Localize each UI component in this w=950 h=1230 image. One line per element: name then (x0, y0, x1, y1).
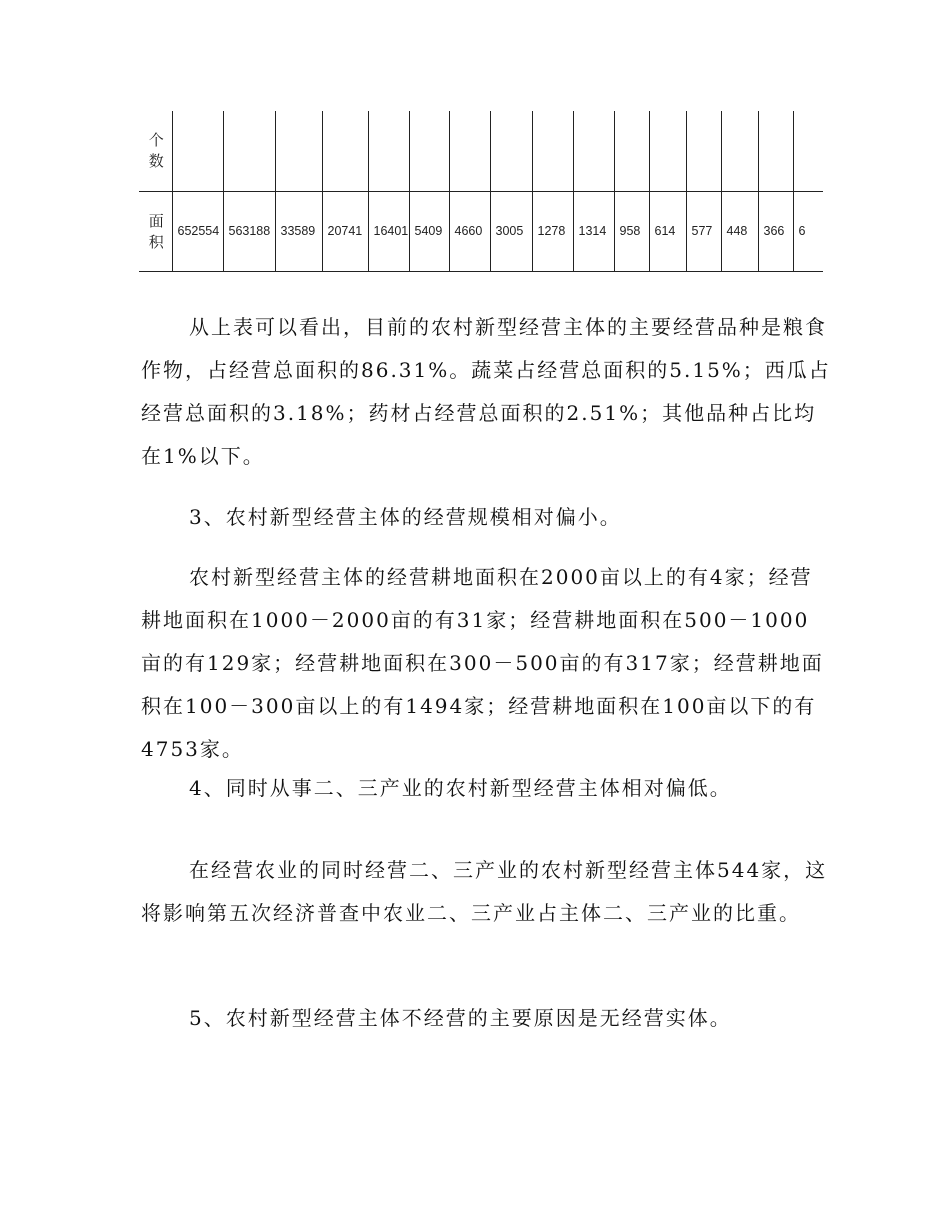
row-label-area: 面积 (139, 192, 172, 272)
table-cell (449, 111, 490, 192)
table-cell: 366 (758, 192, 793, 272)
table-cell: 6 (793, 192, 823, 272)
heading-non-operation: 5、农村新型经营主体不经营的主要原因是无经营实体。 (189, 1006, 732, 1030)
table-cell: 1314 (573, 192, 614, 272)
text-block-4 (141, 767, 831, 810)
paragraph-scale: 农村新型经营主体的经营耕地面积在2000亩以上的有4家；经营耕地面积在1000－2000亩的有31家；经营耕地面积在500－1000亩的有129家；经营耕地面积在300－500亩的有317家；经营耕地面积在100－300亩以上的有1494家；经营耕地面积在100亩以下的有4753家。 (141, 565, 824, 761)
table-cell: 16401 (368, 192, 409, 272)
text-block-6 (141, 997, 831, 1040)
table-cell (322, 111, 368, 192)
table-cell (368, 111, 409, 192)
table-cell (172, 111, 223, 192)
table-cell: 5409 (409, 192, 449, 272)
table-cell (409, 111, 449, 192)
table-cell (532, 111, 573, 192)
table-cell (275, 111, 322, 192)
table-cell: 448 (721, 192, 758, 272)
table-cell (793, 111, 823, 192)
table-cell: 4660 (449, 192, 490, 272)
data-table (139, 111, 823, 272)
table-cell: 577 (686, 192, 721, 272)
text-block-3 (141, 556, 831, 771)
table-cell (649, 111, 686, 192)
heading-scale: 3、农村新型经营主体的经营规模相对偏小。 (189, 505, 622, 529)
table-cell: 614 (649, 192, 686, 272)
row-label-count: 个数 (139, 111, 172, 192)
text-block-5 (141, 849, 831, 935)
table-cell (573, 111, 614, 192)
table-cell (758, 111, 793, 192)
heading-secondary-industry: 4、同时从事二、三产业的农村新型经营主体相对偏低。 (189, 776, 732, 800)
table-row-area (139, 192, 823, 272)
table-cell: 20741 (322, 192, 368, 272)
table-cell (490, 111, 532, 192)
text-block-2 (141, 496, 831, 539)
table-cell: 3005 (490, 192, 532, 272)
table-row-count (139, 111, 823, 192)
text-block-1 (141, 306, 831, 478)
table-cell: 1278 (532, 192, 573, 272)
table-cell: 958 (614, 192, 649, 272)
table-cell: 563188 (223, 192, 275, 272)
table-cell: 33589 (275, 192, 322, 272)
paragraph-secondary-industry: 在经营农业的同时经营二、三产业的农村新型经营主体544家，这将影响第五次经济普查中农业二、三产业占主体二、三产业的比重。 (141, 858, 828, 925)
table-cell: 652554 (172, 192, 223, 272)
table-cell (614, 111, 649, 192)
table-cell (223, 111, 275, 192)
table-cell (686, 111, 721, 192)
table-cell (721, 111, 758, 192)
paragraph-summary: 从上表可以看出，目前的农村新型经营主体的主要经营品种是粮食作物，占经营总面积的86.31%。蔬菜占经营总面积的5.15%；西瓜占经营总面积的3.18%；药材占经营总面积的2.51%；其他品种占比均在1%以下。 (141, 315, 831, 468)
